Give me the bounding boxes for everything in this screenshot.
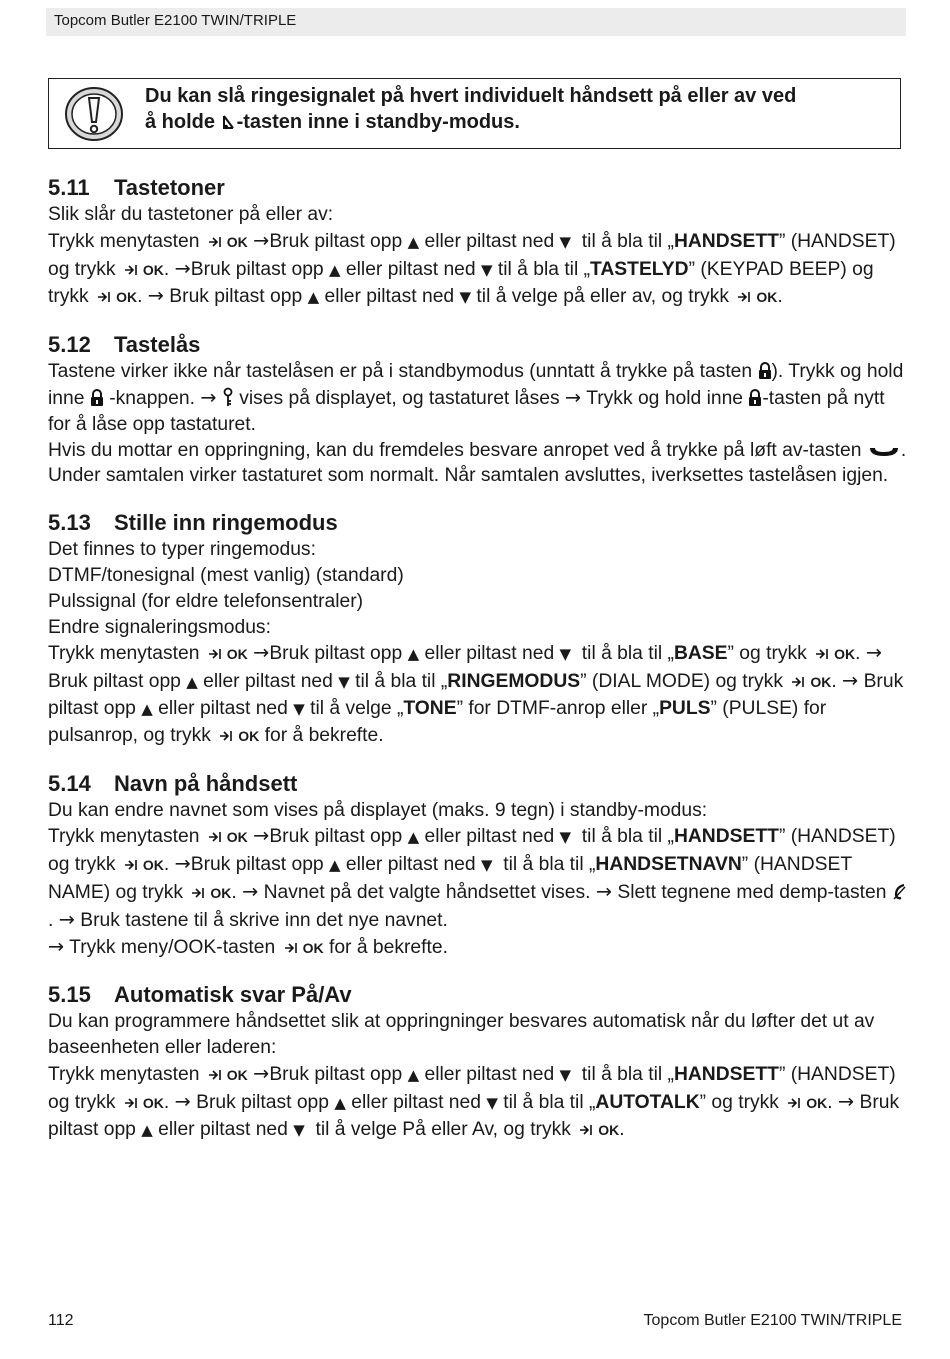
arrow-right-icon: → — [865, 641, 883, 665]
ok-key-icon: OK — [188, 882, 231, 903]
section-title — [48, 174, 908, 202]
section-heading: Navn på håndsett — [114, 770, 298, 796]
mute-key-icon — [892, 883, 908, 901]
section-5-11 — [48, 174, 908, 311]
note-text — [145, 83, 885, 135]
ok-key-icon: OK — [205, 826, 248, 847]
arrow-up-icon: ▲ — [141, 1120, 153, 1139]
ok-key-icon: OK — [121, 259, 164, 280]
keylock-key-icon — [748, 389, 762, 407]
arrow-right-icon: → — [174, 1089, 191, 1113]
arrow-right-icon: → — [147, 284, 164, 308]
arrow-down-icon: ▼ — [459, 288, 472, 307]
section-number: 5.11 — [48, 175, 90, 200]
note-line-2b: -tasten inne i standby-modus. — [236, 111, 520, 133]
arrow-right-icon: → — [595, 879, 613, 903]
arrow-right-icon: → — [48, 934, 65, 958]
section-heading: Tastetoner — [114, 175, 225, 200]
ok-key-icon: OK — [121, 1092, 164, 1113]
note-line-1: Du kan slå ringesignalet på hvert individuelt håndsett på eller av ved — [145, 85, 797, 107]
section-heading: Automatisk svar På/Av — [114, 982, 352, 1008]
note-line-2a: å holde — [145, 111, 216, 133]
arrow-right-icon: → — [200, 385, 217, 409]
arrow-right-icon: → — [253, 228, 270, 252]
ok-key-icon: OK — [788, 671, 831, 692]
ok-key-icon: OK — [205, 1064, 248, 1085]
arrow-right-icon: → — [253, 1061, 270, 1085]
footer-title: Topcom Butler E2100 TWIN/TRIPLE — [643, 1312, 902, 1329]
page-number: 112 — [48, 1312, 74, 1329]
arrow-down-icon: ▼ — [338, 673, 350, 692]
section-5-15 — [48, 981, 908, 1143]
arrow-right-icon: → — [253, 824, 270, 848]
arrow-right-icon: → — [58, 907, 75, 931]
arrow-up-icon: ▲ — [307, 288, 320, 307]
ok-key-icon: OK — [784, 1092, 827, 1113]
section-number: 5.14 — [48, 770, 91, 796]
arrow-up-icon: ▲ — [334, 1093, 346, 1112]
ok-key-icon: OK — [121, 854, 164, 875]
paragraph: Det finnes to typer ringemodus: DTMF/tonesignal (mest vanlig) (standard) Pulssignal (for eldre telefonsentraler) Endre signaleringsmodus: Trykk menytasten OK →Bruk piltast opp ▲ eller piltast ned ▼ til å bla til „BASE” og trykk OK. → Bruk piltast opp ▲ eller piltast ned ▼ til å bla til „RINGEMODUS” (DIAL MODE) og trykk OK. → Bruk piltast opp ▲ eller piltast ned ▼ til å velge „TONE” for DTMF-anrop eller „PULS” (PULSE) for pulsanrop, og trykk OK for å bekrefte. — [48, 539, 904, 746]
arrow-down-icon: ▼ — [559, 828, 572, 847]
arrow-right-icon: → — [842, 669, 859, 693]
section-number: 5.13 — [48, 510, 91, 536]
section-5-12 — [48, 331, 908, 489]
arrow-right-icon: → — [253, 641, 270, 665]
running-header — [46, 8, 906, 36]
section-title — [48, 509, 908, 537]
ringer-key-icon — [221, 113, 237, 131]
note-box — [48, 78, 901, 149]
section-heading: Tastelås — [114, 332, 201, 358]
section-title — [48, 770, 908, 798]
section-5-13 — [48, 509, 908, 749]
paragraph: Du kan endre navnet som vises på displayet (maks. 9 tegn) i standby-modus: Trykk menytasten OK →Bruk piltast opp ▲ eller piltast ned ▼ til å bla til „HANDSETT” (HANDSET) og trykk OK. →Bruk piltast opp ▲ eller piltast ned ▼ til å bla til „HANDSETNAVN” (HANDSET NAME) og trykk OK. → Navnet på det valgte håndsettet vises. → Slett tegnene med demp-tasten . → Bruk tastene til å skrive inn det nye navnet. → Trykk meny/OOK-tasten OK for å bekrefte. — [48, 798, 908, 962]
section-number: 5.15 — [48, 982, 91, 1008]
keylock-key-icon — [90, 389, 104, 407]
arrow-up-icon: ▲ — [407, 645, 420, 664]
ok-key-icon: OK — [812, 643, 855, 664]
arrow-up-icon: ▲ — [407, 828, 420, 847]
keylock-key-icon — [758, 362, 772, 380]
ok-key-icon: OK — [281, 937, 324, 958]
ok-key-icon: OK — [94, 286, 137, 307]
exclamation-warning-icon — [63, 85, 125, 143]
arrow-up-icon: ▲ — [186, 673, 198, 692]
paragraph: Tastene virker ikke når tastelåsen er på i standbymodus (unntatt å trykke på tasten ). Trykk og hold inne -knappen. → vises på displayet, og tastaturet låses → Trykk og hold inne -tasten på nytt for å låse opp tastaturet. Hvis du mottar en oppringning, kan du fremdeles besvare anropet ved å trykke på løft av-tasten . Under samtalen virker tastaturet som normalt. Når samtalen avsluttes, iverksettes tastelåsen igjen. — [48, 361, 907, 487]
arrow-up-icon: ▲ — [407, 232, 420, 251]
arrow-up-icon: ▲ — [329, 856, 341, 875]
arrow-down-icon: ▼ — [559, 1065, 572, 1084]
arrow-down-icon: ▼ — [293, 1120, 305, 1139]
arrow-right-icon: → — [174, 256, 191, 280]
ok-key-icon: OK — [205, 643, 248, 664]
section-number: 5.12 — [48, 332, 91, 358]
paragraph: Du kan programmere håndsettet slik at oppringninger besvares automatisk når du løfter det ut av baseenheten eller laderen: Trykk menytasten OK →Bruk piltast opp ▲ eller piltast ned ▼ til å bla til „HANDSETT” (HANDSET) og trykk OK. → Bruk piltast opp ▲ eller piltast ned ▼ til å bla til „AUTOTALK” og trykk OK. → Bruk piltast opp ▲ eller piltast ned ▼ til å velge På eller Av, og trykk OK. — [48, 1011, 900, 1140]
arrow-down-icon: ▼ — [559, 232, 572, 251]
section-heading: Stille inn ringemodus — [114, 510, 338, 536]
paragraph: Slik slår du tastetoner på eller av: — [48, 204, 334, 225]
key-symbol-icon — [222, 387, 234, 407]
handset-talk-key-icon — [867, 445, 901, 459]
arrow-up-icon: ▲ — [329, 260, 341, 279]
section-title — [48, 331, 908, 359]
section-5-14 — [48, 770, 908, 962]
ok-key-icon: OK — [216, 725, 259, 746]
ok-key-icon: OK — [734, 286, 777, 307]
paragraph: Trykk menytasten OK →Bruk piltast opp ▲ eller piltast ned ▼ til å bla til „HANDSETT” (HANDSET) og trykk OK. →Bruk piltast opp ▲ eller piltast ned ▼ til å bla til „TASTELYD” (KEYPAD BEEP) og trykk OK. → Bruk piltast opp ▲ eller piltast ned ▼ til å velge på eller av, og trykk OK. — [48, 228, 896, 308]
section-title — [48, 981, 908, 1009]
content — [48, 174, 908, 1163]
arrow-down-icon: ▼ — [480, 856, 493, 875]
ok-key-icon: OK — [205, 231, 248, 252]
arrow-right-icon: → — [838, 1089, 855, 1113]
ok-key-icon: OK — [576, 1119, 619, 1140]
arrow-down-icon: ▼ — [559, 645, 572, 664]
arrow-down-icon: ▼ — [486, 1093, 498, 1112]
arrow-up-icon: ▲ — [407, 1065, 420, 1084]
arrow-right-icon: → — [174, 852, 191, 876]
arrow-right-icon: → — [565, 385, 582, 409]
header-title: Topcom Butler E2100 TWIN/TRIPLE — [54, 12, 297, 29]
arrow-down-icon: ▼ — [293, 699, 305, 718]
arrow-down-icon: ▼ — [480, 260, 493, 279]
arrow-right-icon: → — [242, 879, 259, 903]
arrow-up-icon: ▲ — [141, 699, 153, 718]
